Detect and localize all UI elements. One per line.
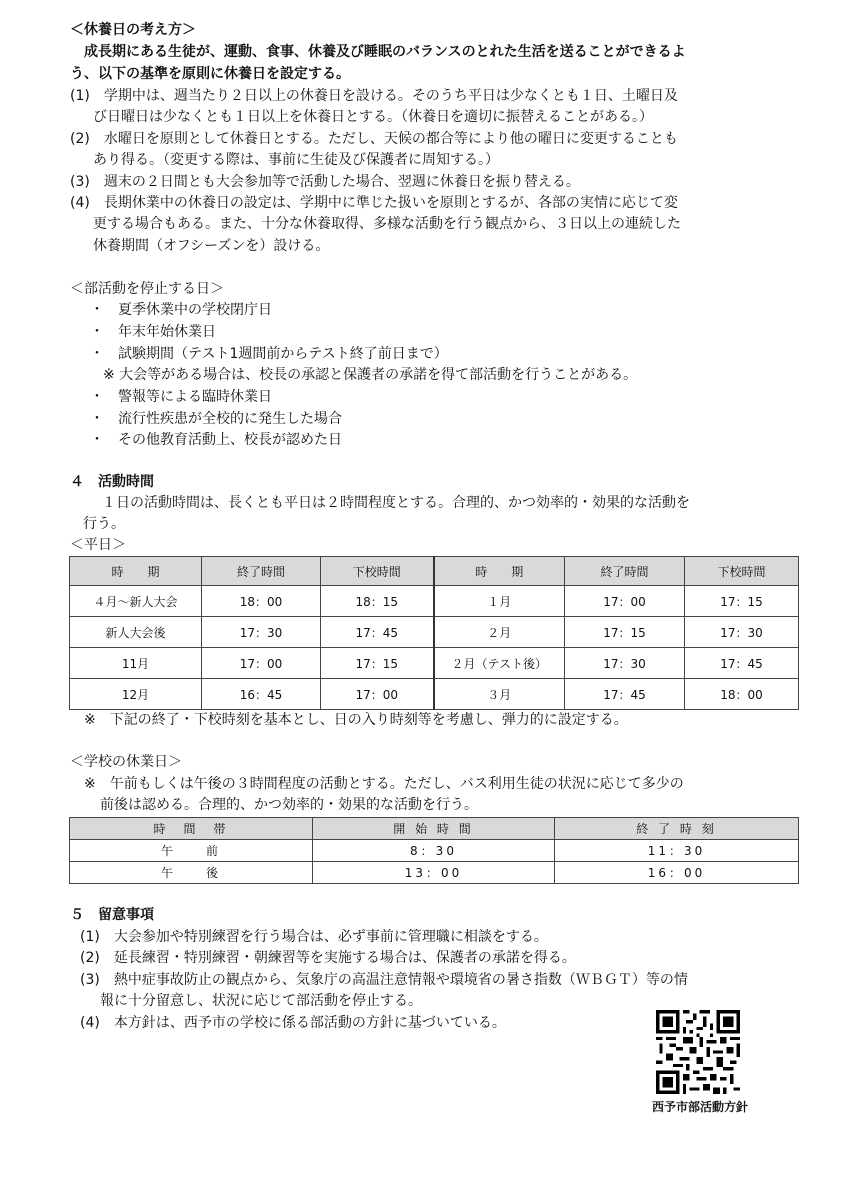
- notes-item-line: (2) 延長練習・特別練習・朝練習等を実施する場合は、保護者の承諾を得る。: [80, 950, 576, 966]
- table-cell: 13：00: [313, 862, 555, 884]
- table-cell: 18：00: [202, 586, 321, 617]
- header-period: 時 期: [434, 557, 565, 586]
- table-cell: 17：00: [321, 679, 434, 710]
- time-intro-line: １日の活動時間は、長くとも平日は２時間程度とする。合理的、かつ効率的・効果的な活動を: [102, 495, 690, 511]
- table-cell: ２月: [434, 617, 565, 648]
- table-cell: 12月: [70, 679, 202, 710]
- table-cell: 17：00: [202, 648, 321, 679]
- header-leave-time: 下校時間: [685, 557, 799, 586]
- table-cell: 17：15: [321, 648, 434, 679]
- stop-list-item: ・ 流行性疾患が全校的に発生した場合: [90, 411, 342, 427]
- weekday-note: ※ 下記の終了・下校時刻を基本とし、日の入り時刻等を考慮し、弾力的に設定する。: [84, 712, 628, 728]
- table-cell: 11月: [70, 648, 202, 679]
- rest-item-line: び日曜日は少なくとも１日以上を休養日とする。（休養日を適切に振替えることがある。）: [93, 109, 653, 125]
- rest-intro-line: う、以下の基準を原則に休養日を設定する。: [70, 66, 350, 82]
- table-cell: ３月: [434, 679, 565, 710]
- table-cell: 17：45: [565, 679, 685, 710]
- table-cell: 午 前: [70, 840, 313, 862]
- table-row: [70, 586, 799, 617]
- table-cell: 18：15: [321, 586, 434, 617]
- notes-heading: ５ 留意事項: [70, 907, 154, 923]
- rest-item-line: (4) 長期休業中の休養日の設定は、学期中に準じた扱いを原則とするが、各部の実情に応じて変: [70, 195, 678, 211]
- rest-heading: ＜休養日の考え方＞: [70, 22, 196, 38]
- table-cell: 17：00: [565, 586, 685, 617]
- rest-item-line: 休養期間（オフシーズンを）設ける。: [93, 238, 330, 254]
- weekday-label: ＜平日＞: [70, 537, 126, 553]
- table-cell: 17：30: [202, 617, 321, 648]
- header-end-time: 終了時間: [565, 557, 685, 586]
- rest-item-line: (3) 週末の２日間とも大会参加等で活動した場合、翌週に休養日を振り替える。: [70, 174, 580, 190]
- header-period: 時 期: [70, 557, 202, 586]
- table-cell: ２月（テスト後）: [434, 648, 565, 679]
- holiday-schedule-table: [69, 817, 799, 884]
- stop-list-item: ・ 年末年始休業日: [90, 324, 216, 340]
- stop-list-note: ※ 大会等がある場合は、校長の承認と保護者の承諾を得て部活動を行うことがある。: [103, 367, 638, 383]
- header-time-slot: 時 間 帯: [70, 818, 313, 840]
- table-row: [70, 617, 799, 648]
- notes-item-line: (1) 大会参加や特別練習を行う場合は、必ず事前に管理職に相談をする。: [80, 929, 548, 945]
- holiday-label: ＜学校の休業日＞: [70, 754, 182, 770]
- table-cell: 17：45: [321, 617, 434, 648]
- table-cell: 8：30: [313, 840, 555, 862]
- time-heading: ４ 活動時間: [70, 474, 154, 490]
- table-cell: ４月～新人大会: [70, 586, 202, 617]
- table-row: [70, 679, 799, 710]
- notes-item-line: (4) 本方針は、西予市の学校に係る部活動の方針に基づいている。: [80, 1015, 506, 1031]
- header-start-time: 開 始 時 間: [313, 818, 555, 840]
- stop-list-item: ・ 夏季休業中の学校閉庁日: [90, 302, 272, 318]
- qr-code-icon[interactable]: [656, 1010, 740, 1094]
- holiday-note-line: 前後は認める。合理的、かつ効率的・効果的な活動を行う。: [100, 797, 478, 813]
- table-cell: １月: [434, 586, 565, 617]
- weekday-schedule-table: [69, 556, 799, 710]
- header-leave-time: 下校時間: [321, 557, 434, 586]
- table-cell: 17：15: [685, 586, 799, 617]
- rest-item-line: (1) 学期中は、週当たり２日以上の休養日を設ける。そのうち平日は少なくとも１日、土曜日及: [70, 88, 678, 104]
- table-cell: 17：30: [565, 648, 685, 679]
- table-header-row: [70, 818, 799, 840]
- table-header-row: [70, 557, 799, 586]
- rest-item-line: 更する場合もある。また、十分な休養取得、多様な活動を行う観点から、３日以上の連続した: [93, 216, 681, 232]
- qr-caption: 西予市部活動方針: [651, 1100, 748, 1114]
- holiday-note-line: ※ 午前もしくは午後の３時間程度の活動とする。ただし、バス利用生徒の状況に応じて多少の: [84, 776, 684, 792]
- table-cell: 17：30: [685, 617, 799, 648]
- header-end-time: 終 了 時 刻: [555, 818, 799, 840]
- time-intro-line: 行う。: [83, 516, 125, 532]
- stop-heading: ＜部活動を停止する日＞: [70, 281, 224, 297]
- table-cell: 午 後: [70, 862, 313, 884]
- table-cell: 18：00: [685, 679, 799, 710]
- stop-list-item: ・ その他教育活動上、校長が認めた日: [90, 432, 342, 448]
- table-cell: 11：30: [555, 840, 799, 862]
- rest-item-line: (2) 水曜日を原則として休養日とする。ただし、天候の都合等により他の曜日に変更することも: [70, 131, 678, 147]
- table-cell: 17：15: [565, 617, 685, 648]
- header-end-time: 終了時間: [202, 557, 321, 586]
- stop-list-item: ・ 警報等による臨時休業日: [90, 389, 272, 405]
- rest-item-line: あり得る。（変更する際は、事前に生徒及び保護者に周知する。）: [93, 152, 499, 168]
- table-cell: 17：45: [685, 648, 799, 679]
- table-cell: 新人大会後: [70, 617, 202, 648]
- table-row: [70, 648, 799, 679]
- table-row: [70, 840, 799, 862]
- table-cell: 16：45: [202, 679, 321, 710]
- stop-list-item: ・ 試験期間（テスト1週間前からテスト終了前日まで）: [90, 346, 448, 362]
- table-row: [70, 862, 799, 884]
- notes-item-line: 報に十分留意し、状況に応じて部活動を停止する。: [100, 993, 422, 1009]
- rest-intro-line: 成長期にある生徒が、運動、食事、休養及び睡眠のバランスのとれた生活を送ることができるよ: [70, 44, 686, 60]
- table-cell: 16：00: [555, 862, 799, 884]
- notes-item-line: (3) 熱中症事故防止の観点から、気象庁の高温注意情報や環境省の暑さ指数（ＷＢＧＴ）等の情: [80, 972, 688, 988]
